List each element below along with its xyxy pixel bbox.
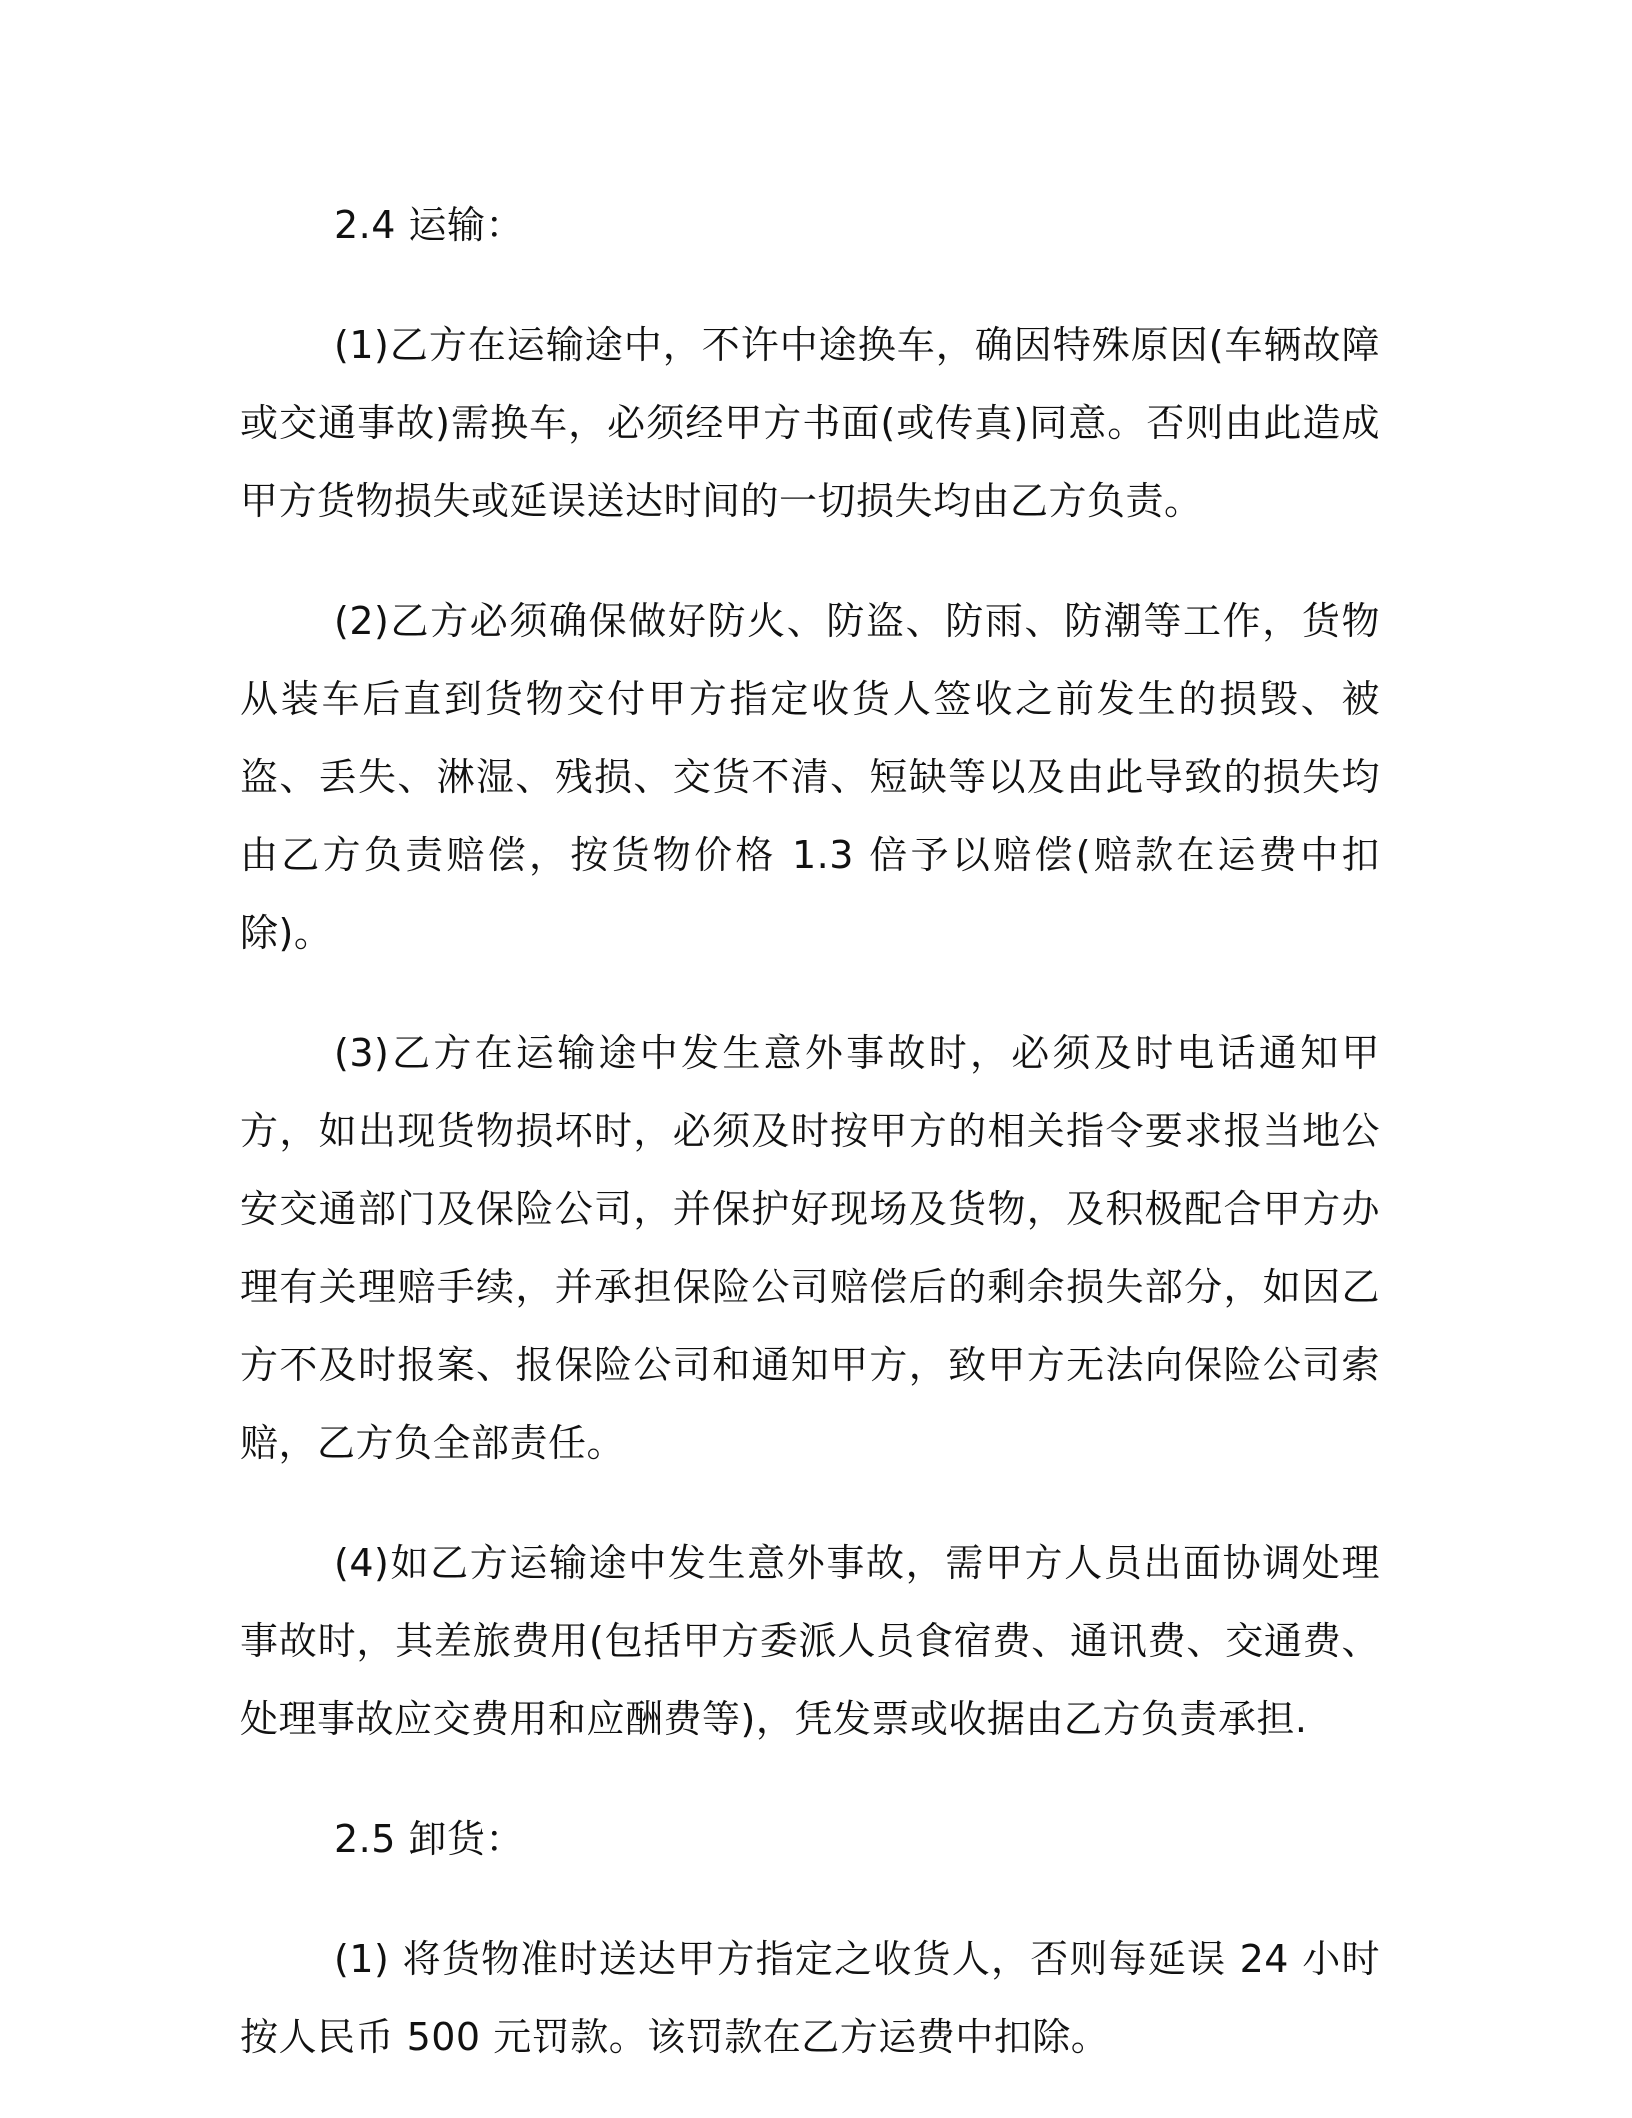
document-body bbox=[240, 186, 1380, 2118]
section-heading-transport: 2.4 运输： bbox=[334, 203, 525, 247]
unloading-clause-1: (1) 将货物准时送达甲方指定之收货人，否则每延误 24 小时按人民币 500 元罚款。该罚款在乙方运费中扣除。 bbox=[240, 1937, 1380, 2059]
transport-clause-3: (3)乙方在运输途中发生意外事故时，必须及时电话通知甲方，如出现货物损坏时，必须及时按甲方的相关指令要求报当地公安交通部门及保险公司，并保护好现场及货物，及积极配合甲方办理有关理赔手续，并承担保险公司赔偿后的剩余损失部分，如因乙方不及时报案、报保险公司和通知甲方，致甲方无法向保险公司索赔，乙方负全部责任。 bbox=[240, 1031, 1380, 1465]
transport-clause-2: (2)乙方必须确保做好防火、防盗、防雨、防潮等工作，货物从装车后直到货物交付甲方指定收货人签收之前发生的损毁、被盗、丢失、淋湿、残损、交货不清、短缺等以及由此导致的损失均由乙方负责赔偿，按货物价格 1.3 倍予以赔偿(赔款在运费中扣除)。 bbox=[240, 599, 1380, 955]
section-heading-unloading: 2.5 卸货： bbox=[334, 1817, 525, 1861]
transport-clause-1: (1)乙方在运输途中，不许中途换车，确因特殊原因(车辆故障或交通事故)需换车，必须经甲方书面(或传真)同意。否则由此造成甲方货物损失或延误送达时间的一切损失均由乙方负责。 bbox=[240, 323, 1380, 523]
transport-clause-4: (4)如乙方运输途中发生意外事故，需甲方人员出面协调处理事故时，其差旅费用(包括甲方委派人员食宿费、通讯费、交通费、处理事故应交费用和应酬费等)，凭发票或收据由乙方负责承担. bbox=[240, 1541, 1380, 1741]
